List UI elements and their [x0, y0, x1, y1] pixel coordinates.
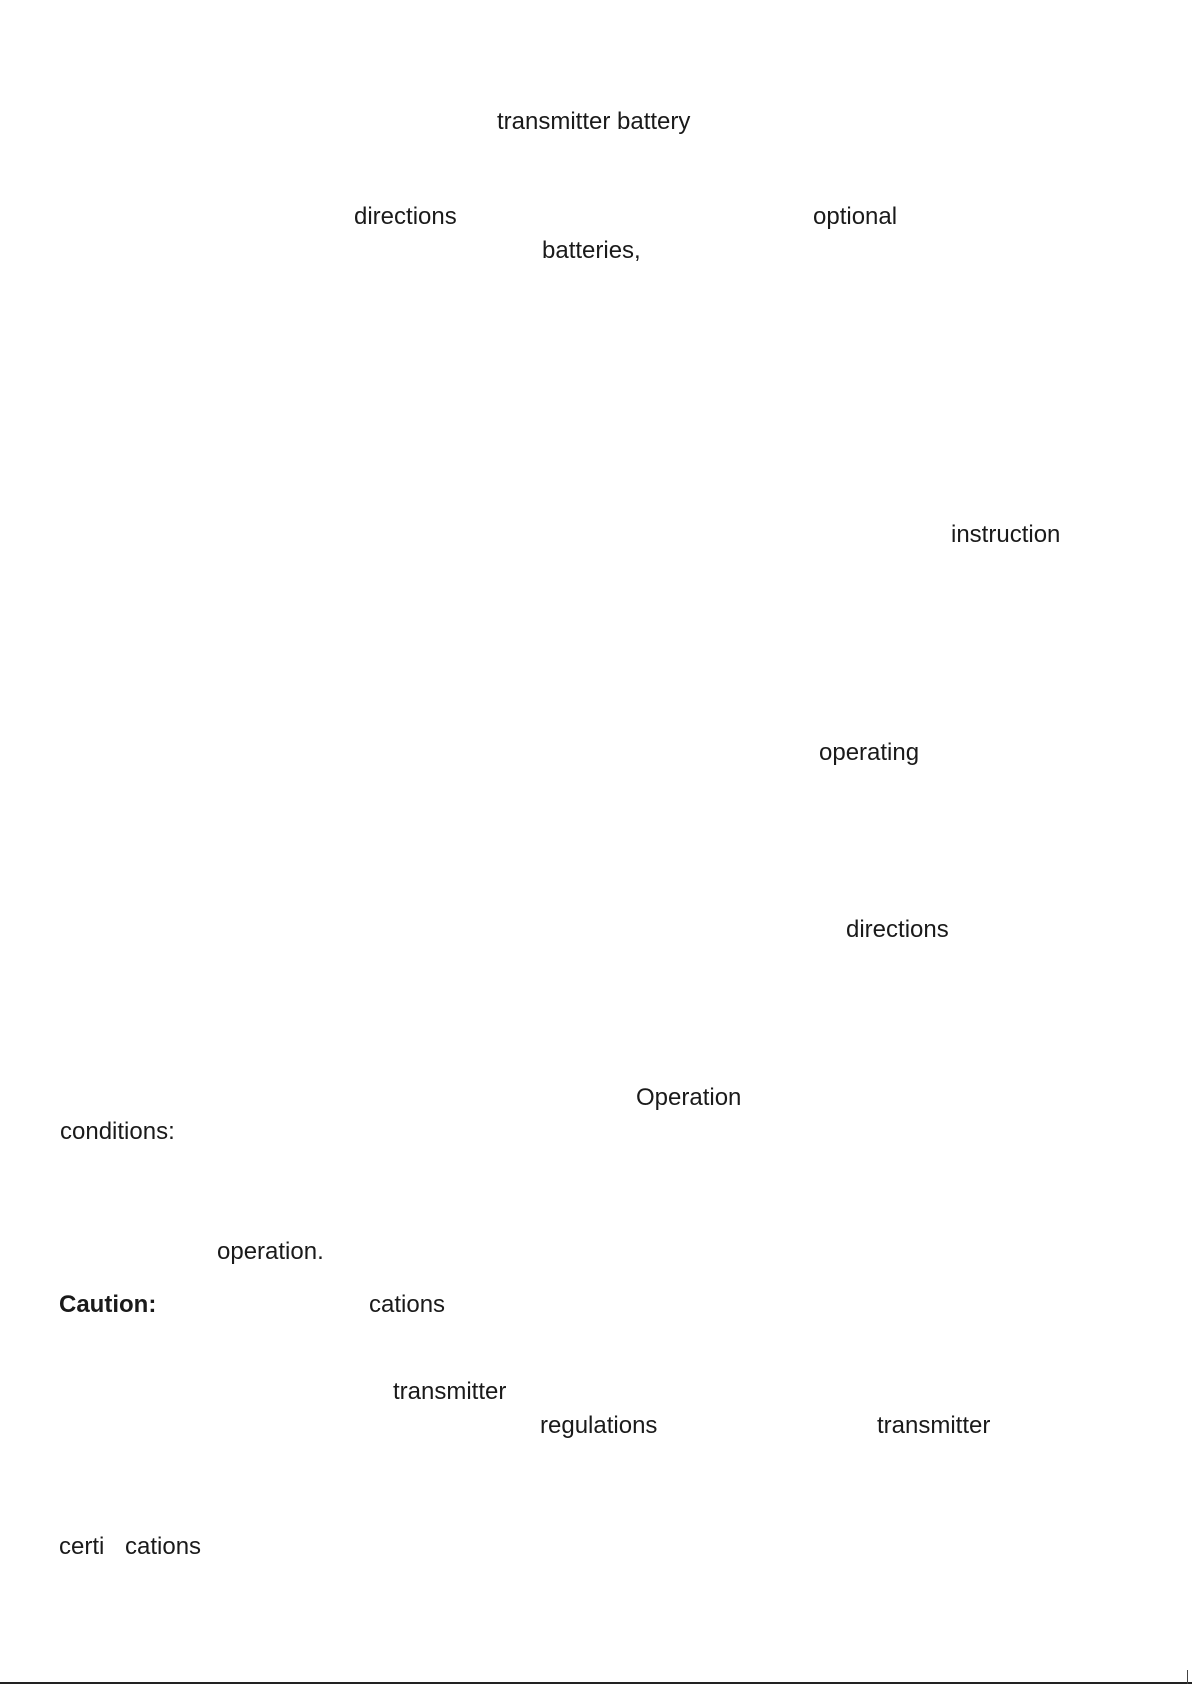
page-bottom-rule — [0, 1682, 1192, 1684]
text-optional: optional — [813, 203, 898, 230]
text-directions-2: directions — [846, 916, 949, 943]
text-regulations: regulations — [540, 1412, 658, 1439]
page-edge-mark — [1187, 1670, 1188, 1684]
text-cations: cations — [369, 1291, 446, 1318]
text-instruction: instruction — [951, 521, 1061, 548]
caution-label: Caution: — [59, 1291, 157, 1318]
text-transmitter-battery: transmitter battery — [497, 108, 691, 135]
text-transmitter: transmitter — [393, 1378, 507, 1405]
text-operation: Operation — [636, 1084, 742, 1111]
text-conditions: conditions: — [60, 1118, 175, 1145]
text-cations-2: cations — [125, 1533, 202, 1560]
text-operation-period: operation. — [217, 1238, 324, 1265]
text-certi: certi — [59, 1533, 105, 1560]
text-transmitter-2: transmitter — [877, 1412, 991, 1439]
text-directions: directions — [354, 203, 457, 230]
text-operating: operating — [819, 739, 920, 766]
text-batteries: batteries, — [542, 237, 641, 264]
